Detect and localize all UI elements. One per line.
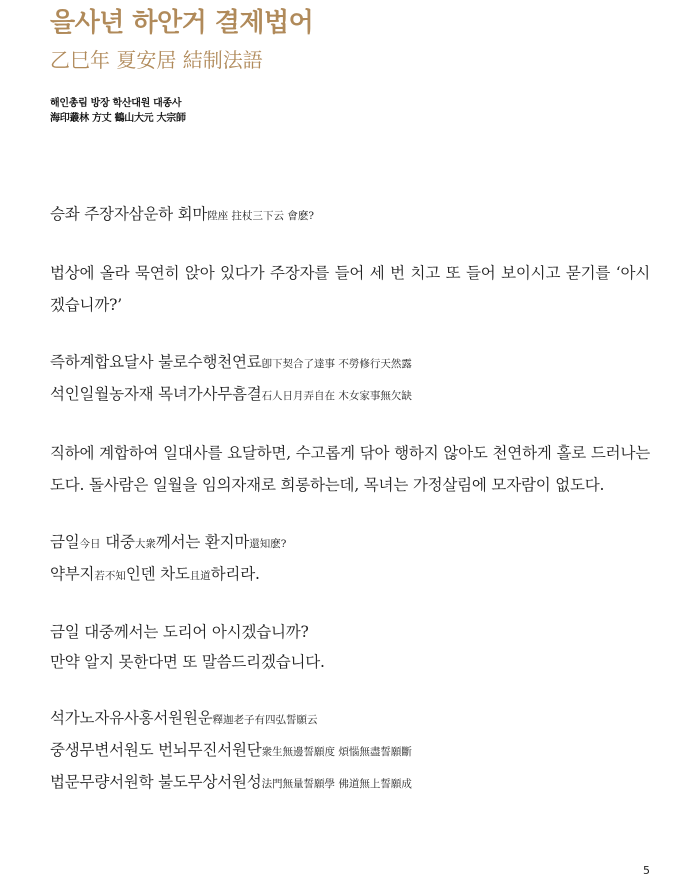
verse-line bbox=[50, 199, 650, 231]
verse-korean: 법문무량서원학 불도무상서원성 bbox=[50, 773, 262, 791]
verse-hanja: 釋迦老子有四弘誓願云 bbox=[212, 714, 318, 726]
page-title: 을사년 하안거 결제법어 bbox=[50, 8, 314, 38]
verse-korean: 금일 bbox=[50, 533, 80, 551]
verse-hanja: 法門無量誓願學 佛道無上誓願成 bbox=[261, 778, 412, 790]
verse-block bbox=[50, 703, 650, 799]
page-subtitle-hanja: 乙巳年 夏安居 結制法語 bbox=[50, 48, 263, 72]
verse-hanja: 今日 bbox=[79, 538, 101, 550]
verse-line: 금일 대중께서는 도리어 아시겠습니까? bbox=[50, 623, 309, 641]
verse-block bbox=[50, 527, 650, 591]
verse-korean: 승좌 주장자삼운하 회마 bbox=[50, 205, 208, 223]
verse-hanja: 衆生無邊誓願度 煩惱無盡誓願斷 bbox=[261, 746, 412, 758]
sermon-body bbox=[50, 199, 650, 799]
verse-korean: 께서는 환지마 bbox=[155, 533, 250, 551]
verse-hanja: 石人日月弄自在 木女家事無欠缺 bbox=[261, 390, 412, 402]
verse-korean: 하리라. bbox=[210, 565, 260, 583]
verse-hanja: 若不知 bbox=[94, 570, 126, 582]
verse-korean: 대중 bbox=[100, 533, 135, 551]
verse-block bbox=[50, 199, 650, 231]
verse-hanja: 卽下契合了達事 不勞修行天然露 bbox=[261, 358, 412, 370]
verse-korean: 즉하계합요달사 불로수행천연료 bbox=[50, 353, 262, 371]
verse-line: 만약 알지 못한다면 또 말씀드리겠습니다. bbox=[50, 653, 325, 671]
verse-block bbox=[50, 617, 650, 677]
paragraph: 법상에 올라 묵연히 앉아 있다가 주장자를 들어 세 번 치고 또 들어 보이시고 묻기를 ‘아시겠습니까?’ bbox=[50, 264, 650, 314]
author-hanja: 海印叢林 方丈 鶴山大元 大宗師 bbox=[50, 113, 186, 124]
verse-hanja: 大衆 bbox=[134, 538, 156, 550]
verse-hanja: 且道 bbox=[189, 570, 211, 582]
verse-line bbox=[50, 347, 650, 379]
verse-line bbox=[50, 735, 650, 767]
verse-korean: 석인일월농자재 목녀가사무흠결 bbox=[50, 385, 262, 403]
verse-korean: 약부지 bbox=[50, 565, 95, 583]
verse-korean: 석가노자유사홍서원원운 bbox=[50, 709, 213, 727]
verse-korean: 인덴 차도 bbox=[125, 565, 190, 583]
verse-korean: 중생무변서원도 번뇌무진서원단 bbox=[50, 741, 262, 759]
verse-line bbox=[50, 379, 650, 411]
verse-block bbox=[50, 347, 650, 411]
page-number: 5 bbox=[643, 864, 650, 877]
verse-line bbox=[50, 559, 650, 591]
author-korean: 해인총림 방장 학산대원 대종사 bbox=[50, 98, 182, 109]
author-block bbox=[50, 96, 186, 126]
verse-hanja: 陞座 拄杖三下云 會麽? bbox=[207, 210, 314, 222]
verse-line bbox=[50, 703, 650, 735]
verse-line bbox=[50, 527, 650, 559]
paragraph: 직하에 계합하여 일대사를 요달하면, 수고롭게 닦아 행하지 않아도 천연하게 홀로 드러나는도다. 돌사람은 일월을 임의자재로 희롱하는데, 목녀는 가정살림에 모자람이 없도다. bbox=[50, 444, 650, 494]
verse-line bbox=[50, 767, 650, 799]
verse-hanja: 還知麽? bbox=[249, 538, 287, 550]
